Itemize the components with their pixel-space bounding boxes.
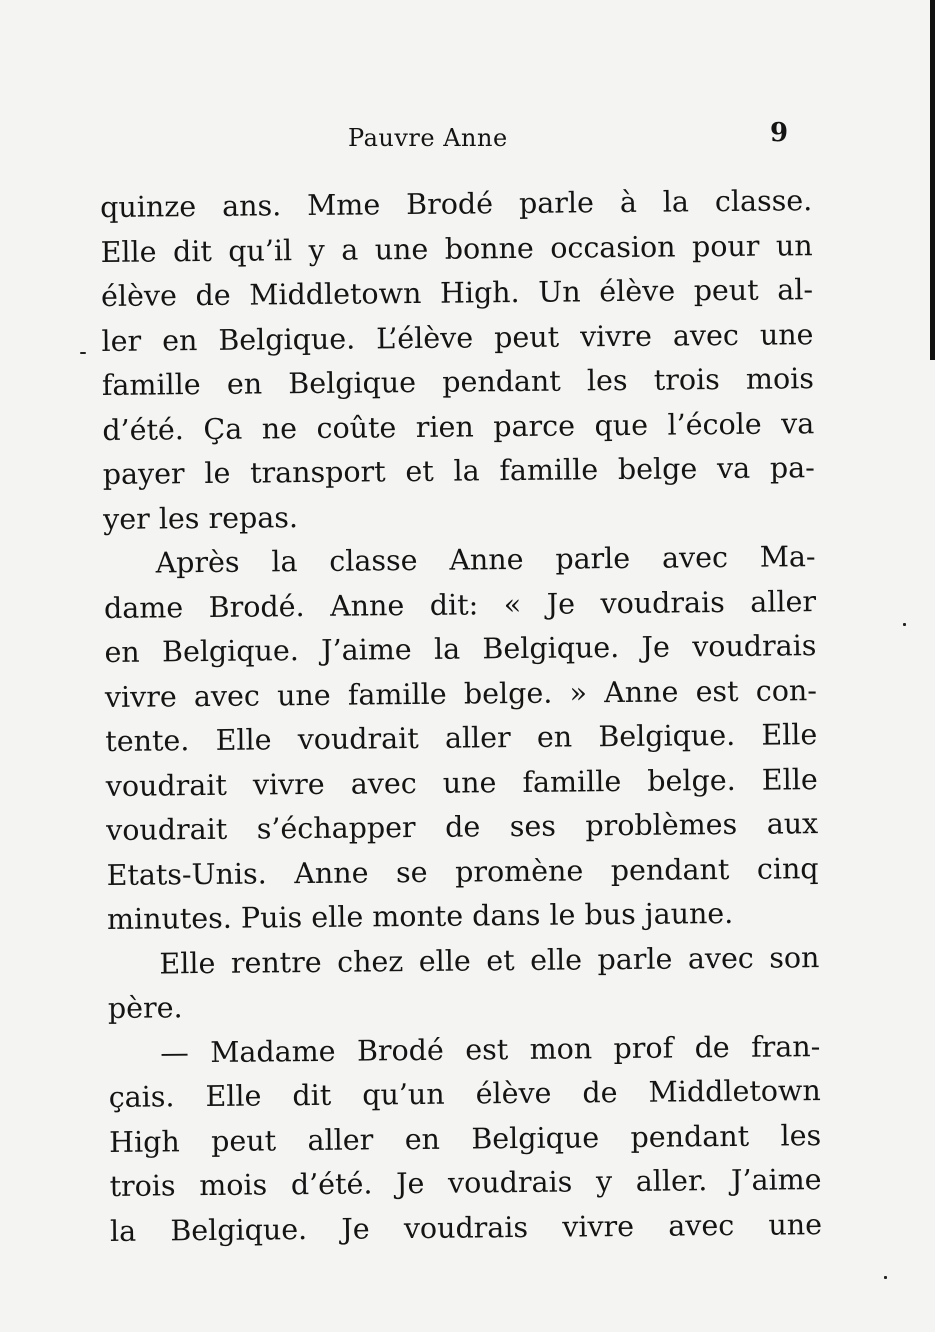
- text-line: père.: [107, 991, 183, 1025]
- text-line: çais. Elle dit qu’un élève de Middletown: [108, 1074, 821, 1114]
- text-line: voudrait s’échapper de ses problèmes aux: [106, 807, 819, 847]
- text-line: Etats-Unis. Anne se promène pendant cinq: [106, 851, 819, 892]
- text-line: famille en Belgique pendant les trois mois: [101, 362, 815, 402]
- text-line: Elle rentre chez elle et elle parle avec son: [159, 940, 820, 980]
- scan-speck: [884, 1276, 887, 1279]
- text-line: en Belgique. J’aime la Belgique. Je voudrais: [104, 629, 817, 669]
- text-line: payer le transport et la famille belge va pa-: [102, 451, 815, 491]
- page-number: 9: [770, 118, 789, 148]
- text-line: Après la classe Anne parle avec Ma-: [155, 540, 816, 580]
- text-line: ler en Belgique. L’élève peut vivre avec une: [101, 317, 814, 358]
- text-line: minutes. Puis elle monte dans le bus jaune.: [106, 896, 734, 936]
- text-line: vivre avec une famille belge. » Anne est con-: [104, 673, 818, 714]
- text-line: d’été. Ça ne coûte rien parce que l’école va: [102, 406, 815, 447]
- scan-edge-line: [930, 0, 935, 360]
- text-line: yer les repas.: [103, 500, 299, 536]
- text-line: Elle dit qu’il y a une bonne occasion pour un: [100, 228, 813, 269]
- text-line: élève de Middletown High. Un élève peut al-: [100, 273, 814, 313]
- text-line: High peut aller en Belgique pendant les: [109, 1118, 822, 1159]
- text-line: dame Brodé. Anne dit: « Je voudrais aller: [103, 584, 817, 625]
- body-text: [100, 179, 822, 1254]
- running-title: Pauvre Anne: [348, 124, 508, 152]
- scan-speck: [903, 623, 906, 626]
- text-line: quinze ans. Mme Brodé parle à la classe.: [100, 184, 813, 224]
- scan-speck: [80, 352, 86, 354]
- text-line: trois mois d’été. Je voudrais y aller. J’aime: [109, 1163, 822, 1203]
- text-line: — Madame Brodé est mon prof de fran-: [160, 1029, 821, 1069]
- text-line: la Belgique. Je voudrais vivre avec une: [109, 1207, 823, 1248]
- text-line: voudrait vivre avec une famille belge. Elle: [105, 762, 818, 803]
- text-line: tente. Elle voudrait aller en Belgique. Elle: [105, 718, 818, 758]
- page-header: [0, 118, 935, 158]
